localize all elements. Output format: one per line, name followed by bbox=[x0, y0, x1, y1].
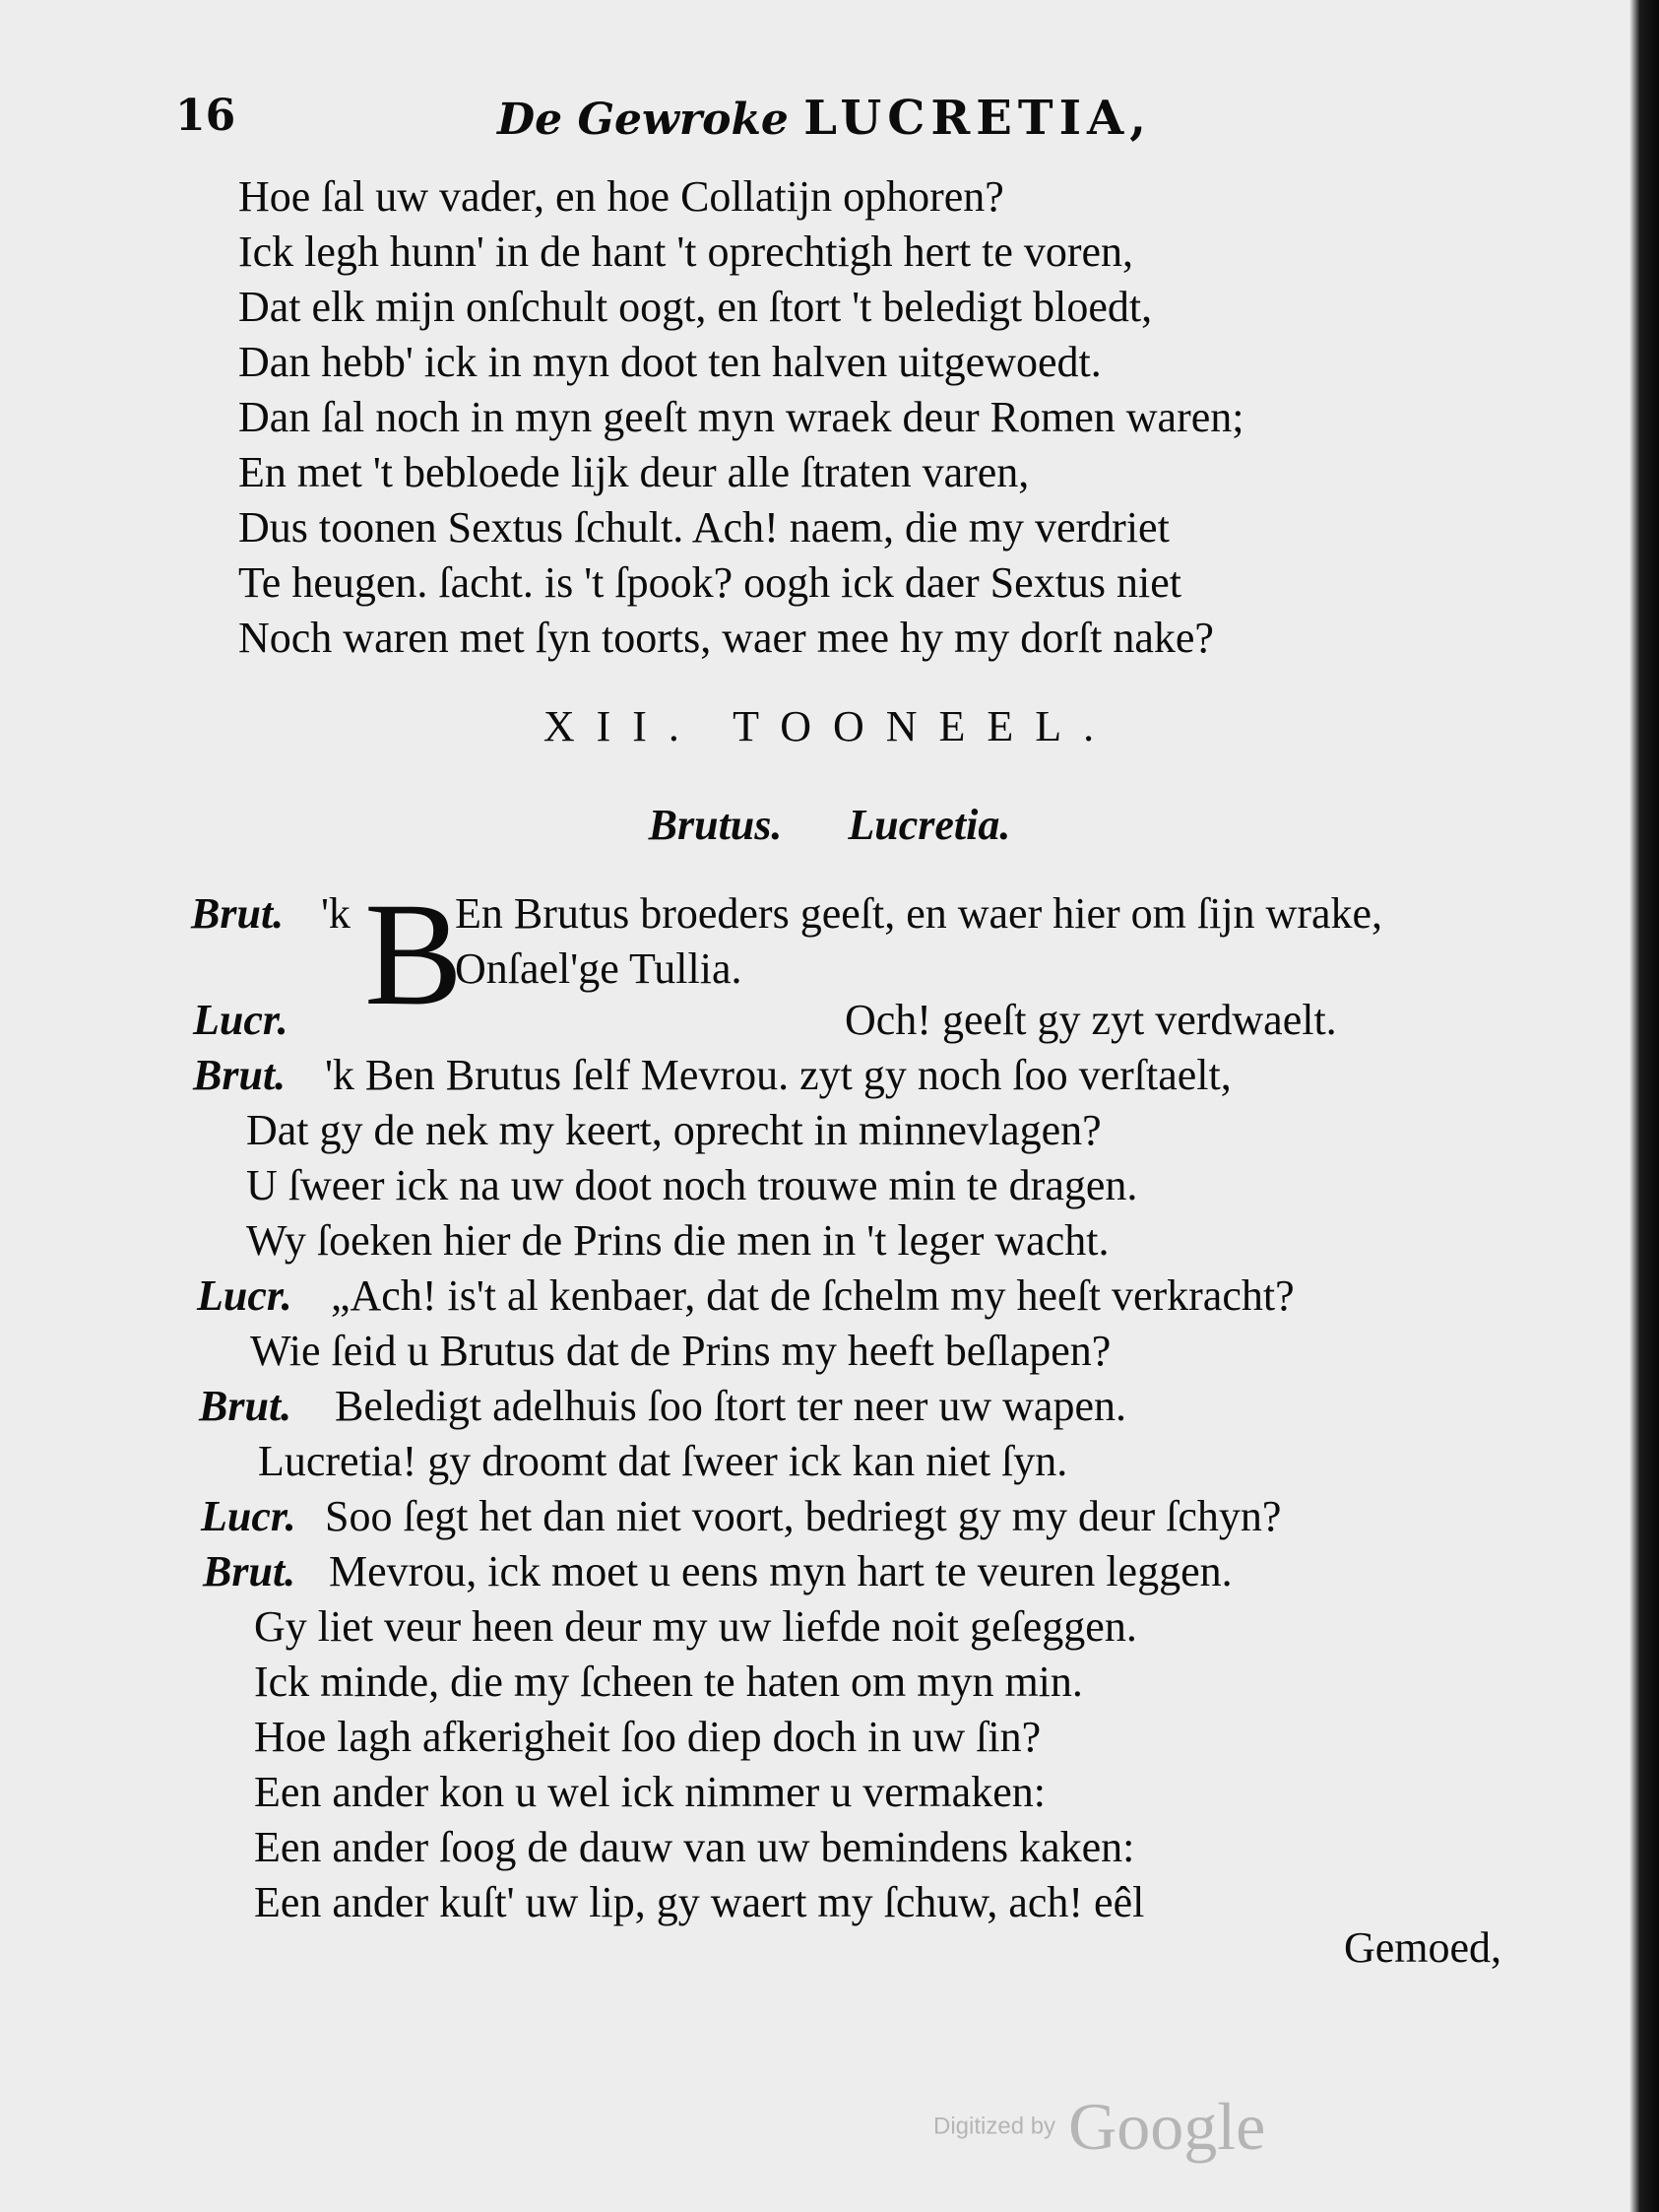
verse-line: Wie ſeid u Brutus dat de Prins my heeft beſlapen? bbox=[250, 1327, 1112, 1375]
verse-line: Hoe ſal uw vader, en hoe Collatijn ophoren? bbox=[238, 172, 1004, 221]
running-title bbox=[497, 91, 1152, 146]
verse-line: Dan hebb' ick in myn doot ten halven uitgewoedt. bbox=[238, 338, 1102, 386]
verse-line: Hoe lagh afkerigheit ſoo diep doch in uw ſin? bbox=[254, 1713, 1042, 1761]
speaker-label: Brut. bbox=[191, 889, 285, 938]
page-edge-shadow bbox=[1629, 0, 1659, 2212]
page-number: 16 bbox=[175, 91, 236, 141]
verse-line: „Ach! is't al kenbaer, dat de ſchelm my heeſt verkracht? bbox=[331, 1271, 1295, 1320]
verse-line: Lucretia! gy droomt dat ſweer ick kan niet ſyn. bbox=[258, 1437, 1068, 1485]
verse-line: Dat gy de nek my keert, oprecht in minnevlagen? bbox=[246, 1106, 1102, 1154]
verse-line: Te heugen. ſacht. is 't ſpook? oogh ick daer Sextus niet bbox=[238, 558, 1181, 607]
verse-line: 'k Ben Brutus ſelf Mevrou. zyt gy noch ſoo verſtaelt, bbox=[325, 1051, 1232, 1099]
verse-line: Ick minde, die my ſcheen te haten om myn min. bbox=[254, 1658, 1083, 1706]
running-title-caps: LUCRETIA, bbox=[803, 91, 1152, 146]
verse-line: U ſweer ick na uw doot noch trouwe min te dragen. bbox=[246, 1161, 1138, 1209]
google-logo: Google bbox=[1068, 2089, 1266, 2164]
drop-cap: B bbox=[364, 873, 464, 1036]
speaker-label: Lucr. bbox=[201, 1492, 296, 1540]
speaker-label: Lucr. bbox=[193, 996, 288, 1044]
digitized-watermark bbox=[933, 2088, 1265, 2166]
verse-line: Een ander ſoog de dauw van uw bemindens kaken: bbox=[254, 1823, 1135, 1871]
verse-line: Wy ſoeken hier de Prins die men in 't leger wacht. bbox=[246, 1216, 1110, 1265]
speaker-label: Lucr. bbox=[197, 1271, 292, 1320]
verse-line: Dan ſal noch in myn geeſt myn wraek deur Romen waren; bbox=[238, 393, 1244, 441]
catchword: Gemoed, bbox=[1343, 1923, 1501, 1972]
verse-line: Beledigt adelhuis ſoo ſtort ter neer uw wapen. bbox=[335, 1382, 1126, 1430]
cast-list bbox=[0, 800, 1659, 850]
cast-member: Brutus. bbox=[648, 801, 783, 849]
speech-prefix: 'k bbox=[321, 889, 351, 938]
running-title-italic: De Gewroke bbox=[497, 95, 789, 145]
verse-line: Noch waren met ſyn toorts, waer mee hy my dorſt nake? bbox=[238, 614, 1214, 662]
verse-line: Soo ſegt het dan niet voort, bedriegt gy my deur ſchyn? bbox=[325, 1492, 1282, 1540]
verse-line: Dus toonen Sextus ſchult. Ach! naem, die my verdriet bbox=[238, 503, 1170, 552]
watermark-digitized-by: Digitized by bbox=[933, 2113, 1056, 2140]
verse-line: En Brutus broeders geeſt, en waer hier om ſijn wrake, bbox=[455, 889, 1383, 938]
scene-heading: XII. TOONEEL. bbox=[542, 702, 1117, 750]
speaker-label: Brut. bbox=[203, 1547, 296, 1595]
speaker-label: Brut. bbox=[193, 1051, 287, 1099]
verse-line: Dat elk mijn onſchult oogt, en ſtort 't beledigt bloedt, bbox=[238, 283, 1153, 331]
verse-line: Een ander kuſt' uw lip, gy waert my ſchuw, ach! eêl bbox=[254, 1878, 1145, 1926]
verse-line: Een ander kon u wel ick nimmer u vermaken: bbox=[254, 1768, 1046, 1816]
cast-member: Lucretia. bbox=[848, 801, 1011, 849]
verse-line: Onſael'ge Tullia. bbox=[455, 944, 742, 993]
verse-line: En met 't bebloede lijk deur alle ſtraten varen, bbox=[238, 448, 1030, 496]
verse-line: Ick legh hunn' in de hant 't oprechtigh hert te voren, bbox=[238, 228, 1134, 276]
speaker-label: Brut. bbox=[199, 1382, 292, 1430]
running-header bbox=[0, 91, 1659, 160]
verse-line: Gy liet veur heen deur my uw liefde noit geſeggen. bbox=[254, 1602, 1137, 1651]
verse-line: Och! geeſt gy zyt verdwaelt. bbox=[845, 996, 1337, 1044]
verse-line: Mevrou, ick moet u eens myn hart te veuren leggen. bbox=[329, 1547, 1233, 1595]
